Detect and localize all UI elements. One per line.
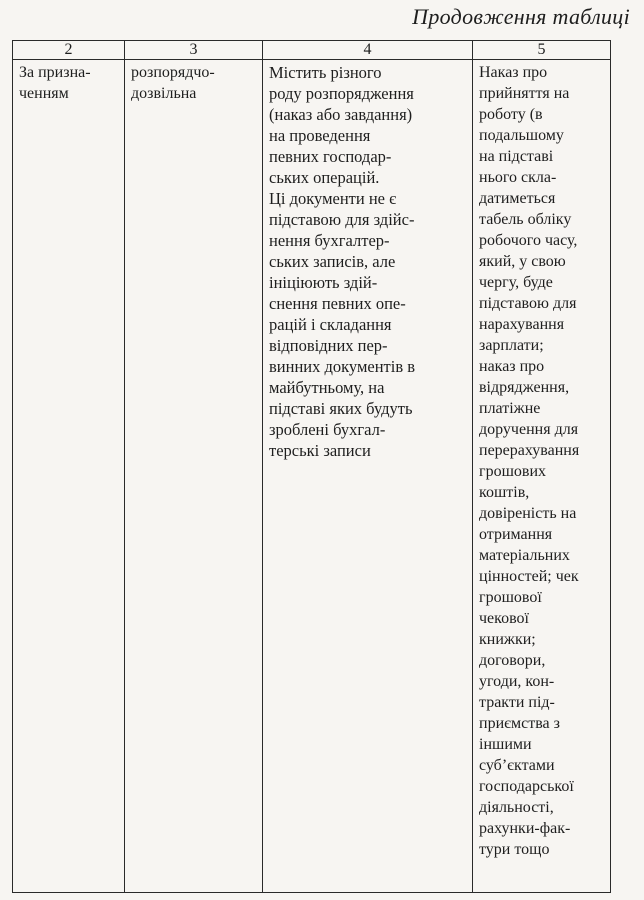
column-header-3: 3 — [125, 41, 263, 60]
column-header-5: 5 — [473, 41, 611, 60]
continuation-label: Продовження таблиці — [412, 4, 630, 29]
column-header-2: 2 — [13, 41, 125, 60]
cell-classification-sign: За призна- ченням — [13, 60, 125, 893]
column-header-4: 4 — [263, 41, 473, 60]
document-table — [12, 40, 611, 893]
cell-description: Містить різного роду розпорядження (наказ або завдання) на проведення певних господар- ських операцій. Ці документи не є підставою для здійс- нення бухгалтер- ських записів, але ініціюють здій- снення певних опе- рацій і складання відповідних пер- винних документів в майбутньому, на підставі яких будуть зроблені бухгал- терські записи — [263, 60, 473, 893]
cell-examples: Наказ про прийняття на роботу (в подальшому на підставі нього скла- датиметься табель обліку робочого часу, який, у свою чергу, буде підставою для нарахування зарплати; наказ про відрядження, платіжне доручення для перерахування грошових коштів, довіреність на отримання матеріальних цінностей; чек грошової чекової книжки; договори, угоди, кон- тракти під- приємства з іншими суб’єктами господарської діяльності, рахунки-фак- тури тощо — [473, 60, 611, 893]
table-header-row — [13, 41, 611, 60]
table-row — [13, 60, 611, 893]
cell-document-type: розпорядчо- дозвільна — [125, 60, 263, 893]
